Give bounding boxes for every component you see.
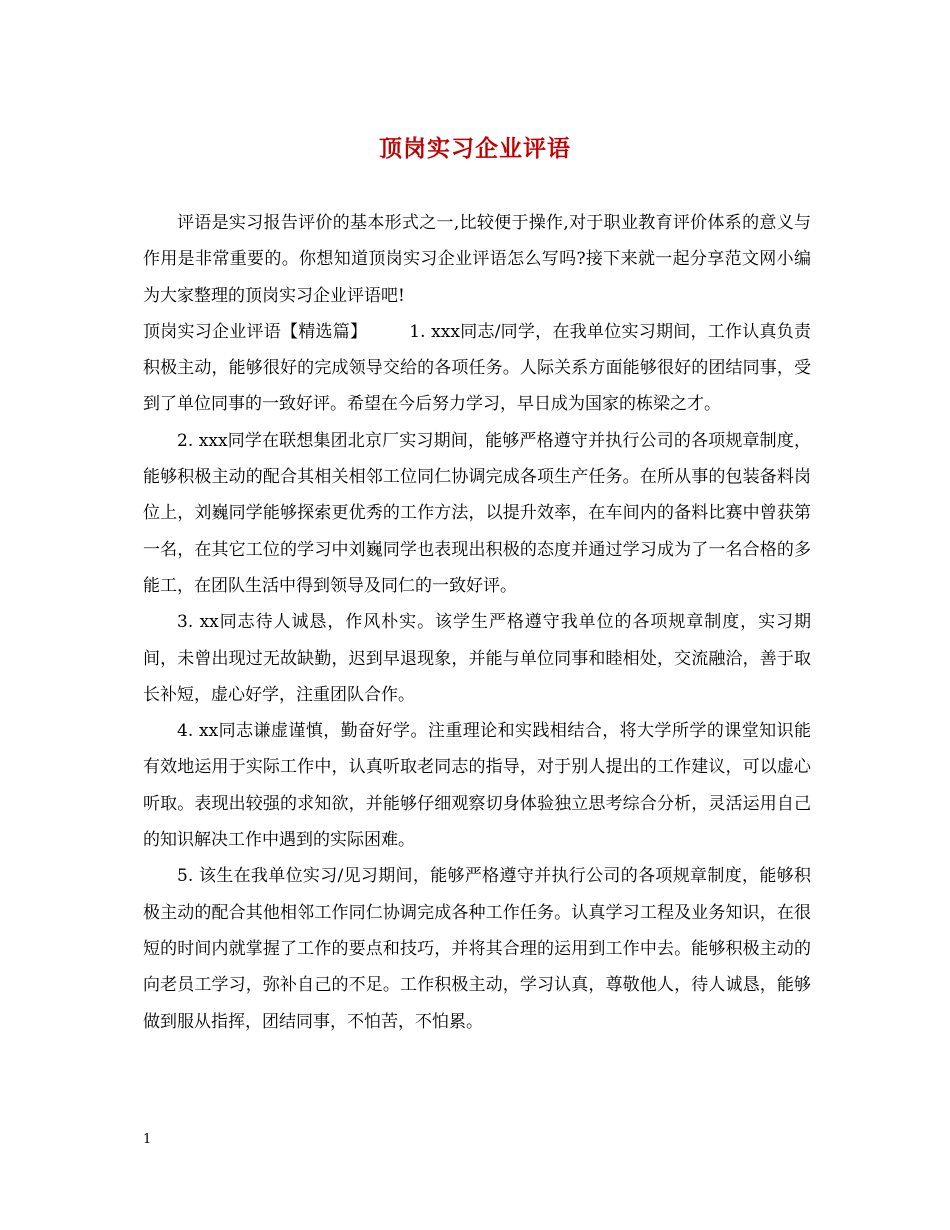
paragraph-5: 5. 该生在我单位实习/见习期间，能够严格遵守并执行公司的各项规章制度，能够积极主动的配合其他相邻工作同仁协调完成各种工作任务。认真学习工程及业务知识，在很短的时间内就掌握了工作的要点和技巧，并将其合理的运用到工作中去。能够积极主动的向老员工学习，弥补自己的不足。工作积极主动，学习认真，尊敬他人，待人诚恳，能够做到服从指挥，团结同事，不怕苦，不怕累。 bbox=[143, 866, 811, 1032]
paragraph-2: 2. xxx同学在联想集团北京厂实习期间，能够严格遵守并执行公司的各项规章制度，能够积极主动的配合其相关相邻工位同仁协调完成各项生产任务。在所从事的包装备料岗位上，刘巍同学能够探索更优秀的工作方法，以提升效率，在车间内的备料比赛中曾获第一名，在其它工位的学习中刘巍同学也表现出积极的态度并通过学习成为了一名合格的多能工，在团队生活中得到领导及同仁的一致好评。 bbox=[143, 430, 811, 596]
document-body bbox=[143, 205, 811, 1040]
page-title: 顶岗实习企业评语 bbox=[379, 136, 571, 162]
page-number: 1 bbox=[143, 1132, 152, 1147]
paragraph-3: 3. xx同志待人诚恳，作风朴实。该学生严格遵守我单位的各项规章制度，实习期间，未曾出现过无故缺勤，迟到早退现象，并能与单位同事和睦相处，交流融洽，善于取长补短，虚心好学，注重团队合作。 bbox=[143, 612, 811, 705]
intro-paragraph: 评语是实习报告评价的基本形式之一,比较便于操作,对于职业教育评价体系的意义与作用是非常重要的。你想知道顶岗实习企业评语怎么写吗?接下来就一起分享范文网小编为大家整理的顶岗实习企业评语吧! bbox=[143, 213, 811, 306]
paragraph-4: 4. xx同志谦虚谨慎，勤奋好学。注重理论和实践相结合，将大学所学的课堂知识能有效地运用于实际工作中，认真听取老同志的指导，对于别人提出的工作建议，可以虚心听取。表现出较强的求知欲，并能够仔细观察切身体验独立思考综合分析，灵活运用自己的知识解决工作中遇到的实际困难。 bbox=[143, 721, 811, 851]
paragraph-1: 1. xxx同志/同学，在我单位实习期间，工作认真负责积极主动，能够很好的完成领导交给的各项任务。人际关系方面能够很好的团结同事，受到了单位同事的一致好评。希望在今后努力学习，早日成为国家的栋梁之才。 bbox=[143, 321, 811, 415]
section-heading: 顶岗实习企业评语【精选篇】 bbox=[143, 321, 368, 342]
section-first-paragraph bbox=[143, 314, 811, 423]
